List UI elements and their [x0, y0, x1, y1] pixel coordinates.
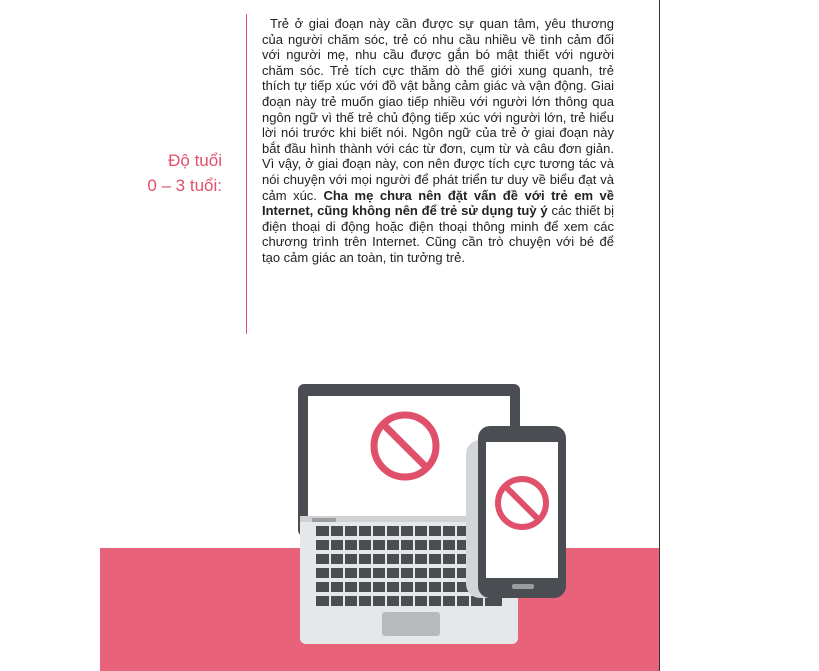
section-divider [246, 14, 247, 334]
body-text-part2: các thiết bị điện thoại di động hoặc điện thoại thông minh để xem các chương trình trên Internet. Cũng cần trò chuyện với bé để tạo cảm giác an toàn, tin tưởng trẻ. [262, 203, 614, 265]
prohibited-phone-icon [466, 426, 566, 598]
body-text-part1: Trẻ ở giai đoạn này cần được sự quan tâm, yêu thương của người chăm sóc, trẻ có nhu cầu nhiều về tình cảm đối với người mẹ, nhu cầu được gắn bó mật thiết với người chăm sóc. Trẻ tích cực thăm dò thế giới xung quanh, trẻ thích tự tiếp xúc với đồ vật bằng cảm giác và vận động. Giai đoạn này trẻ muốn giao tiếp nhiều với người lớn thông qua ngôn ngữ vì thế trẻ chủ động tiếp xúc với người lớn, trẻ hiểu lời nói trước khi biết nói. Ngôn ngữ của trẻ ở giai đoạn này bắt đầu hình thành với các từ đơn, cụm từ và câu đơn giản. Vì vậy, ở giai đoạn này, con nên được tích cực tương tác và nói chuyện với mọi người để phát triển tư duy về biểu đạt và cảm xúc. [262, 16, 614, 203]
body-text-bold: Cha mẹ chưa nên đặt vấn đề với trẻ em về Internet, cũng không nên để trẻ sử dụng tuỳ ý [262, 187, 614, 219]
age-group-label [110, 148, 222, 198]
page-edge-line [659, 0, 660, 671]
age-label-line1: Độ tuổi [168, 151, 222, 170]
age-label-line2: 0 – 3 tuổi: [147, 176, 222, 195]
devices-illustration [270, 370, 600, 671]
body-paragraph [262, 16, 614, 266]
